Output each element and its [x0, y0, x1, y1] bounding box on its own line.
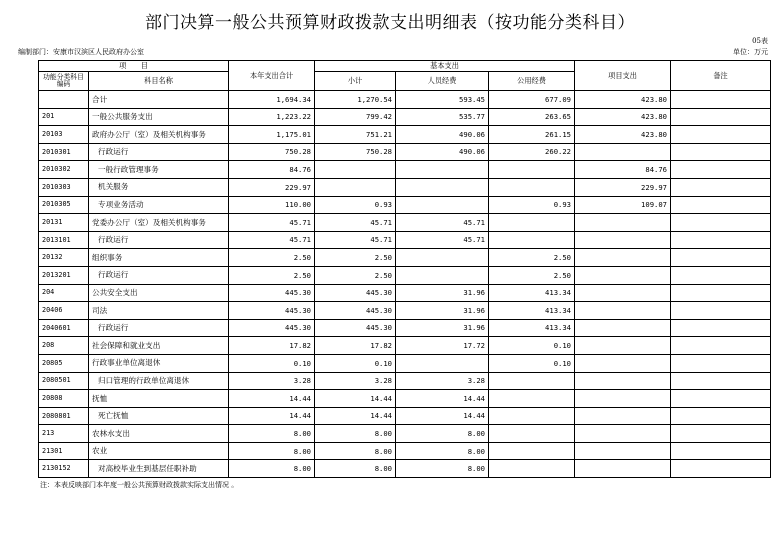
row-remark [671, 161, 771, 179]
row-remark [671, 372, 771, 390]
row-public [489, 178, 575, 196]
row-remark [671, 91, 771, 109]
row-public: 263.65 [489, 108, 575, 126]
row-remark [671, 108, 771, 126]
row-remark [671, 354, 771, 372]
table-row [39, 337, 771, 355]
row-project [575, 425, 671, 443]
table-row [39, 302, 771, 320]
table-row [39, 196, 771, 214]
table-row [39, 372, 771, 390]
row-remark [671, 407, 771, 425]
row-project [575, 214, 671, 232]
row-subject-name: 死亡抚恤 [89, 407, 229, 425]
table-row [39, 214, 771, 232]
row-public: 2.50 [489, 249, 575, 267]
row-project: 84.76 [575, 161, 671, 179]
table-row [39, 284, 771, 302]
row-annual-total: 14.44 [229, 390, 315, 408]
header-annual-total: 本年支出合计 [229, 61, 315, 91]
row-subject-name: 公共安全支出 [89, 284, 229, 302]
table-row [39, 425, 771, 443]
table-row [39, 460, 771, 478]
row-annual-total: 8.00 [229, 425, 315, 443]
row-personnel [396, 178, 489, 196]
row-personnel: 31.96 [396, 302, 489, 320]
row-project [575, 231, 671, 249]
row-subtotal: 2.50 [315, 249, 396, 267]
row-remark [671, 126, 771, 144]
row-annual-total: 17.82 [229, 337, 315, 355]
row-public [489, 390, 575, 408]
row-code: 2080501 [39, 372, 89, 390]
row-code: 2080801 [39, 407, 89, 425]
row-subtotal: 14.44 [315, 407, 396, 425]
row-subtotal: 445.30 [315, 284, 396, 302]
row-subtotal: 751.21 [315, 126, 396, 144]
table-row [39, 178, 771, 196]
row-public: 261.15 [489, 126, 575, 144]
row-remark [671, 442, 771, 460]
row-subtotal: 750.28 [315, 143, 396, 161]
table-row [39, 319, 771, 337]
row-code: 20406 [39, 302, 89, 320]
row-annual-total: 1,175.01 [229, 126, 315, 144]
row-remark [671, 196, 771, 214]
row-public [489, 442, 575, 460]
row-project: 229.97 [575, 178, 671, 196]
row-subtotal: 0.10 [315, 354, 396, 372]
row-annual-total: 445.30 [229, 302, 315, 320]
row-remark [671, 231, 771, 249]
row-public [489, 372, 575, 390]
row-subtotal: 1,270.54 [315, 91, 396, 109]
row-personnel: 31.96 [396, 319, 489, 337]
row-public: 677.09 [489, 91, 575, 109]
row-project [575, 319, 671, 337]
row-personnel: 45.71 [396, 214, 489, 232]
row-public [489, 231, 575, 249]
row-remark [671, 266, 771, 284]
row-code: 20808 [39, 390, 89, 408]
row-code: 2010303 [39, 178, 89, 196]
table-row [39, 161, 771, 179]
row-annual-total: 0.10 [229, 354, 315, 372]
row-remark [671, 214, 771, 232]
row-personnel: 3.28 [396, 372, 489, 390]
row-subtotal: 8.00 [315, 460, 396, 478]
row-subtotal: 8.00 [315, 442, 396, 460]
table-row [39, 126, 771, 144]
row-code: 2130152 [39, 460, 89, 478]
row-personnel: 14.44 [396, 390, 489, 408]
row-code: 208 [39, 337, 89, 355]
table-row [39, 249, 771, 267]
row-public [489, 214, 575, 232]
row-project [575, 460, 671, 478]
row-code: 2010301 [39, 143, 89, 161]
table-row [39, 442, 771, 460]
row-subtotal: 0.93 [315, 196, 396, 214]
row-personnel: 593.45 [396, 91, 489, 109]
row-project [575, 390, 671, 408]
row-subject-name: 对高校毕业生到基层任职补助 [89, 460, 229, 478]
header-remark: 备注 [671, 61, 771, 91]
row-annual-total: 8.00 [229, 442, 315, 460]
row-subject-name: 归口管理的行政单位离退休 [89, 372, 229, 390]
expenditure-table [38, 60, 771, 478]
org-label: 编制部门：安康市汉滨区人民政府办公室 [18, 48, 144, 56]
row-public: 0.93 [489, 196, 575, 214]
row-subject-name: 合计 [89, 91, 229, 109]
row-annual-total: 14.44 [229, 407, 315, 425]
row-remark [671, 249, 771, 267]
row-subject-name: 农业 [89, 442, 229, 460]
header-basic-expense: 基本支出 [315, 61, 575, 72]
row-project [575, 354, 671, 372]
row-annual-total: 2.50 [229, 266, 315, 284]
row-annual-total: 2.50 [229, 249, 315, 267]
row-project [575, 266, 671, 284]
row-subject-name: 行政运行 [89, 143, 229, 161]
row-public [489, 407, 575, 425]
row-code: 2013201 [39, 266, 89, 284]
header-item: 项 目 [39, 61, 229, 72]
row-code: 213 [39, 425, 89, 443]
row-annual-total: 445.30 [229, 284, 315, 302]
row-annual-total: 45.71 [229, 214, 315, 232]
header-subtotal: 小计 [315, 72, 396, 91]
row-subject-name: 机关服务 [89, 178, 229, 196]
report-title: 部门决算一般公共预算财政拨款支出明细表（按功能分类科目） [145, 13, 635, 33]
row-project [575, 442, 671, 460]
footnote: 注：本表反映部门本年度一般公共预算财政拨款实际支出情况 。 [40, 481, 239, 489]
row-public [489, 161, 575, 179]
row-project [575, 143, 671, 161]
row-subtotal: 14.44 [315, 390, 396, 408]
row-personnel: 490.06 [396, 143, 489, 161]
unit-label: 单位：万元 [733, 48, 768, 56]
row-annual-total: 1,223.22 [229, 108, 315, 126]
row-project: 109.07 [575, 196, 671, 214]
row-code: 2010305 [39, 196, 89, 214]
table-row [39, 390, 771, 408]
row-personnel [396, 196, 489, 214]
row-project [575, 372, 671, 390]
row-project: 423.80 [575, 126, 671, 144]
row-code: 2010302 [39, 161, 89, 179]
row-subject-name: 一般公共服务支出 [89, 108, 229, 126]
row-personnel: 31.96 [396, 284, 489, 302]
row-subject-name: 农林水支出 [89, 425, 229, 443]
row-subject-name: 司法 [89, 302, 229, 320]
row-project [575, 302, 671, 320]
row-remark [671, 390, 771, 408]
row-personnel [396, 354, 489, 372]
row-personnel: 8.00 [396, 442, 489, 460]
row-annual-total: 3.28 [229, 372, 315, 390]
row-code: 204 [39, 284, 89, 302]
row-subtotal: 45.71 [315, 231, 396, 249]
row-personnel [396, 161, 489, 179]
row-personnel: 490.06 [396, 126, 489, 144]
row-personnel: 45.71 [396, 231, 489, 249]
row-personnel: 8.00 [396, 425, 489, 443]
row-subtotal: 2.50 [315, 266, 396, 284]
row-personnel: 17.72 [396, 337, 489, 355]
row-subject-name: 一般行政管理事务 [89, 161, 229, 179]
row-code: 201 [39, 108, 89, 126]
table-row [39, 91, 771, 109]
row-remark [671, 302, 771, 320]
table-row [39, 266, 771, 284]
row-subtotal: 445.30 [315, 302, 396, 320]
row-subject-name: 行政事业单位离退休 [89, 354, 229, 372]
row-subtotal: 8.00 [315, 425, 396, 443]
row-subject-name: 抚恤 [89, 390, 229, 408]
row-remark [671, 319, 771, 337]
row-project: 423.80 [575, 108, 671, 126]
row-remark [671, 284, 771, 302]
header-project: 项目支出 [575, 61, 671, 91]
table-row [39, 143, 771, 161]
row-code: 20132 [39, 249, 89, 267]
row-public: 0.10 [489, 354, 575, 372]
row-remark [671, 178, 771, 196]
row-remark [671, 460, 771, 478]
row-remark [671, 143, 771, 161]
header-personnel: 人员经费 [396, 72, 489, 91]
row-public [489, 460, 575, 478]
row-annual-total: 750.28 [229, 143, 315, 161]
row-project [575, 337, 671, 355]
header-subject-name: 科目名称 [89, 72, 229, 91]
row-public: 413.34 [489, 284, 575, 302]
row-annual-total: 45.71 [229, 231, 315, 249]
row-subject-name: 政府办公厅（室）及相关机构事务 [89, 126, 229, 144]
row-subject-name: 组织事务 [89, 249, 229, 267]
row-code: 21301 [39, 442, 89, 460]
row-code: 2040601 [39, 319, 89, 337]
report-meta [18, 47, 768, 58]
row-subject-name: 党委办公厅（室）及相关机构事务 [89, 214, 229, 232]
header-public: 公用经费 [489, 72, 575, 91]
form-number: 05表 [752, 37, 768, 45]
row-project [575, 249, 671, 267]
row-subtotal [315, 161, 396, 179]
row-public: 2.50 [489, 266, 575, 284]
row-project: 423.80 [575, 91, 671, 109]
row-personnel: 8.00 [396, 460, 489, 478]
row-code [39, 91, 89, 109]
row-public: 413.34 [489, 302, 575, 320]
table-row [39, 407, 771, 425]
row-public: 413.34 [489, 319, 575, 337]
row-annual-total: 8.00 [229, 460, 315, 478]
row-subject-name: 行政运行 [89, 231, 229, 249]
row-subject-name: 社会保障和就业支出 [89, 337, 229, 355]
row-annual-total: 1,694.34 [229, 91, 315, 109]
row-subtotal: 799.42 [315, 108, 396, 126]
row-subtotal: 17.82 [315, 337, 396, 355]
table-row [39, 108, 771, 126]
row-public: 0.10 [489, 337, 575, 355]
row-remark [671, 337, 771, 355]
row-remark [671, 425, 771, 443]
row-subtotal: 445.30 [315, 319, 396, 337]
row-personnel: 535.77 [396, 108, 489, 126]
row-subtotal: 3.28 [315, 372, 396, 390]
row-code: 20805 [39, 354, 89, 372]
table-row [39, 354, 771, 372]
table-body [39, 91, 771, 478]
row-subtotal [315, 178, 396, 196]
row-annual-total: 445.30 [229, 319, 315, 337]
row-public: 260.22 [489, 143, 575, 161]
row-subject-name: 行政运行 [89, 266, 229, 284]
header-code: 功能分类科目编码 [39, 72, 89, 91]
row-code: 20103 [39, 126, 89, 144]
row-annual-total: 84.76 [229, 161, 315, 179]
row-annual-total: 110.00 [229, 196, 315, 214]
row-project [575, 284, 671, 302]
row-code: 2013101 [39, 231, 89, 249]
row-subtotal: 45.71 [315, 214, 396, 232]
row-subject-name: 专项业务活动 [89, 196, 229, 214]
row-annual-total: 229.97 [229, 178, 315, 196]
row-project [575, 407, 671, 425]
row-personnel: 14.44 [396, 407, 489, 425]
row-personnel [396, 249, 489, 267]
row-code: 20131 [39, 214, 89, 232]
row-public [489, 425, 575, 443]
row-personnel [396, 266, 489, 284]
table-row [39, 231, 771, 249]
row-subject-name: 行政运行 [89, 319, 229, 337]
